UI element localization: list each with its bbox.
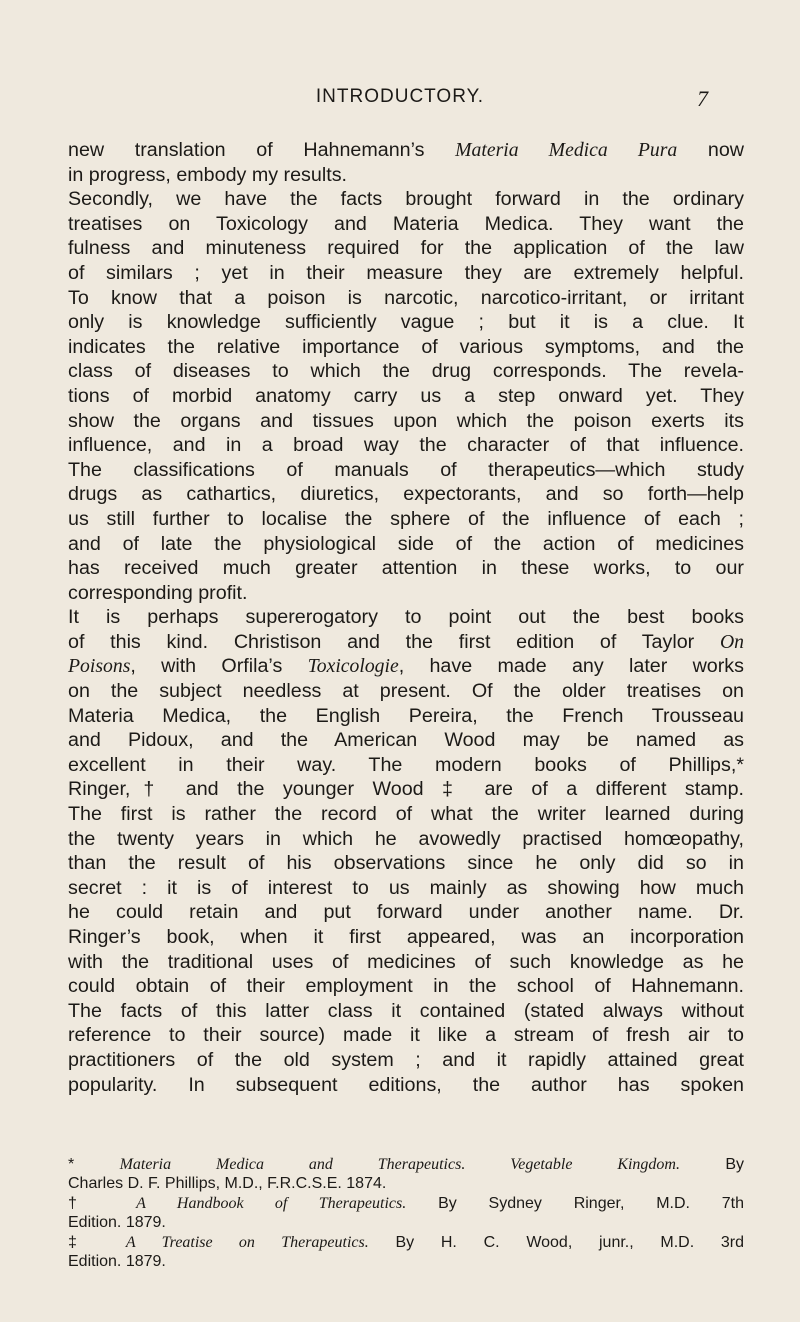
text-run: , with Orfila’s bbox=[130, 655, 308, 678]
text-line bbox=[68, 851, 744, 876]
text-run: The first is rather the record of what the writer learned during bbox=[68, 803, 744, 826]
text-run: class of diseases to which the drug corresponds. The revela- bbox=[68, 360, 744, 383]
text-line bbox=[68, 556, 744, 581]
text-run: By Sydney Ringer, M.D. 7th bbox=[406, 1194, 745, 1212]
text-line bbox=[68, 286, 744, 311]
italic-text: A Treatise on Therapeutics. bbox=[125, 1233, 369, 1251]
footnote-line bbox=[68, 1213, 744, 1232]
text-run: excellent in their way. The modern books of Phillips,* bbox=[68, 753, 744, 776]
text-line bbox=[68, 827, 744, 852]
text-run: Edition. 1879. bbox=[68, 1253, 166, 1271]
footnotes bbox=[68, 1155, 744, 1271]
text-line bbox=[68, 212, 744, 237]
text-line bbox=[68, 482, 744, 507]
text-line bbox=[68, 1048, 744, 1073]
footnote-line bbox=[68, 1174, 744, 1193]
text-run: By bbox=[680, 1156, 745, 1173]
italic-text: Materia Medica Pura bbox=[455, 139, 678, 161]
text-run: us still further to localise the sphere of the influence of each ; bbox=[68, 507, 744, 530]
italic-text: Poisons bbox=[68, 655, 131, 678]
text-run: tions of morbid anatomy carry us a step onward yet. They bbox=[68, 384, 744, 407]
text-line bbox=[68, 974, 744, 999]
text-line bbox=[68, 876, 744, 901]
italic-text: On bbox=[719, 630, 744, 653]
text-line bbox=[68, 335, 744, 360]
text-run: The facts of this latter class it contained (stated always without bbox=[68, 999, 744, 1022]
text-line bbox=[68, 1073, 744, 1098]
text-run: secret : it is of interest to us mainly as showing how much bbox=[68, 876, 744, 899]
text-run: and Pidoux, and the American Wood may be named as bbox=[68, 729, 744, 752]
text-line bbox=[68, 605, 744, 630]
text-run: on the subject needless at present. Of the older treatises on bbox=[68, 680, 744, 703]
footnote-line bbox=[68, 1155, 744, 1174]
text-run: By H. C. Wood, junr., M.D. 3rd bbox=[368, 1233, 745, 1251]
text-line bbox=[68, 728, 744, 753]
text-run: drugs as cathartics, diuretics, expectorants, and so forth—help bbox=[68, 483, 744, 506]
text-run: show the organs and tissues upon which the poison exerts its bbox=[68, 409, 744, 432]
text-line bbox=[68, 630, 744, 655]
footnote-line bbox=[68, 1252, 744, 1271]
text-line bbox=[68, 777, 744, 802]
text-run: he could retain and put forward under another name. Dr. bbox=[68, 901, 744, 924]
text-run: Materia Medica, the English Pereira, the French Trousseau bbox=[68, 704, 744, 727]
text-line bbox=[68, 925, 744, 950]
text-run: To know that a poison is narcotic, narcotico-irritant, or irritant bbox=[68, 286, 744, 309]
text-run: ‡ bbox=[68, 1233, 126, 1251]
text-line bbox=[68, 384, 744, 409]
text-run: could obtain of their employment in the school of Hahnemann. bbox=[68, 975, 744, 998]
text-line bbox=[68, 163, 744, 188]
text-run: indicates the relative importance of various symptoms, and the bbox=[68, 335, 744, 358]
text-run: of similars ; yet in their measure they are extremely helpful. bbox=[68, 261, 744, 284]
text-line bbox=[68, 900, 744, 925]
text-run: new translation of Hahnemann’s bbox=[68, 139, 456, 161]
text-line bbox=[68, 802, 744, 827]
text-run: treatises on Toxicology and Materia Medica. They want the bbox=[68, 212, 744, 235]
text-run: fulness and minuteness required for the application of the law bbox=[68, 237, 744, 260]
text-run: popularity. In subsequent editions, the author has spoken bbox=[68, 1073, 744, 1096]
text-line bbox=[68, 532, 744, 557]
footnote-line bbox=[68, 1194, 744, 1213]
text-run: now bbox=[677, 139, 744, 161]
text-line bbox=[68, 409, 744, 434]
running-head: INTRODUCTORY. bbox=[315, 86, 485, 107]
text-line bbox=[68, 359, 744, 384]
text-line bbox=[68, 261, 744, 286]
page-number: 7 bbox=[697, 86, 708, 111]
body-text bbox=[68, 138, 744, 1097]
text-line bbox=[68, 458, 744, 483]
text-line bbox=[68, 433, 744, 458]
text-line bbox=[68, 581, 744, 606]
text-run: the twenty years in which he avowedly practised homœopathy, bbox=[68, 827, 744, 850]
italic-text: A Handbook of Therapeutics. bbox=[136, 1194, 407, 1212]
text-run: † bbox=[68, 1194, 137, 1212]
text-run: * bbox=[68, 1156, 120, 1173]
text-run: It is perhaps supererogatory to point out the best books bbox=[68, 606, 744, 629]
text-run: only is knowledge sufficiently vague ; but it is a clue. It bbox=[68, 311, 744, 334]
text-line bbox=[68, 507, 744, 532]
text-line bbox=[68, 236, 744, 261]
text-run: influence, and in a broad way the character of that influence. bbox=[68, 434, 744, 457]
text-run: Secondly, we have the facts brought forward in the ordinary bbox=[68, 188, 744, 211]
text-line bbox=[68, 654, 744, 679]
text-line bbox=[68, 704, 744, 729]
text-run: with the traditional uses of medicines of such knowledge as he bbox=[68, 950, 744, 973]
text-line bbox=[68, 753, 744, 778]
text-run: reference to their source) made it like a stream of fresh air to bbox=[68, 1024, 744, 1047]
text-line bbox=[68, 950, 744, 975]
text-line bbox=[68, 310, 744, 335]
text-run: of this kind. Christison and the first edition of Taylor bbox=[68, 630, 720, 653]
footnote-line bbox=[68, 1233, 744, 1252]
text-line bbox=[68, 187, 744, 212]
text-line bbox=[68, 138, 744, 163]
text-run: corresponding profit. bbox=[68, 581, 248, 604]
text-run: and of late the physiological side of the action of medicines bbox=[68, 532, 744, 555]
italic-text: Toxicologie bbox=[307, 655, 399, 678]
text-run: Charles D. F. Phillips, M.D., F.R.C.S.E. 1874. bbox=[68, 1175, 387, 1193]
text-run: practitioners of the old system ; and it rapidly attained great bbox=[68, 1048, 744, 1071]
text-line bbox=[68, 999, 744, 1024]
text-line bbox=[68, 1023, 744, 1048]
text-run: Ringer,† and the younger Wood ‡ are of a different stamp. bbox=[68, 778, 744, 801]
text-run: has received much greater attention in these works, to our bbox=[68, 557, 744, 580]
text-run: than the result of his observations since he only did so in bbox=[68, 852, 744, 875]
text-line bbox=[68, 679, 744, 704]
text-run: Ringer’s book, when it first appeared, was an incorporation bbox=[68, 926, 744, 948]
text-run: in progress, embody my results. bbox=[68, 163, 348, 186]
italic-text: Materia Medica and Therapeutics. Vegetable Kingdom. bbox=[119, 1156, 680, 1173]
text-run: , have made any later works bbox=[398, 655, 744, 678]
text-run: Edition. 1879. bbox=[68, 1214, 166, 1232]
text-run: The classifications of manuals of therapeutics—which study bbox=[68, 458, 744, 481]
